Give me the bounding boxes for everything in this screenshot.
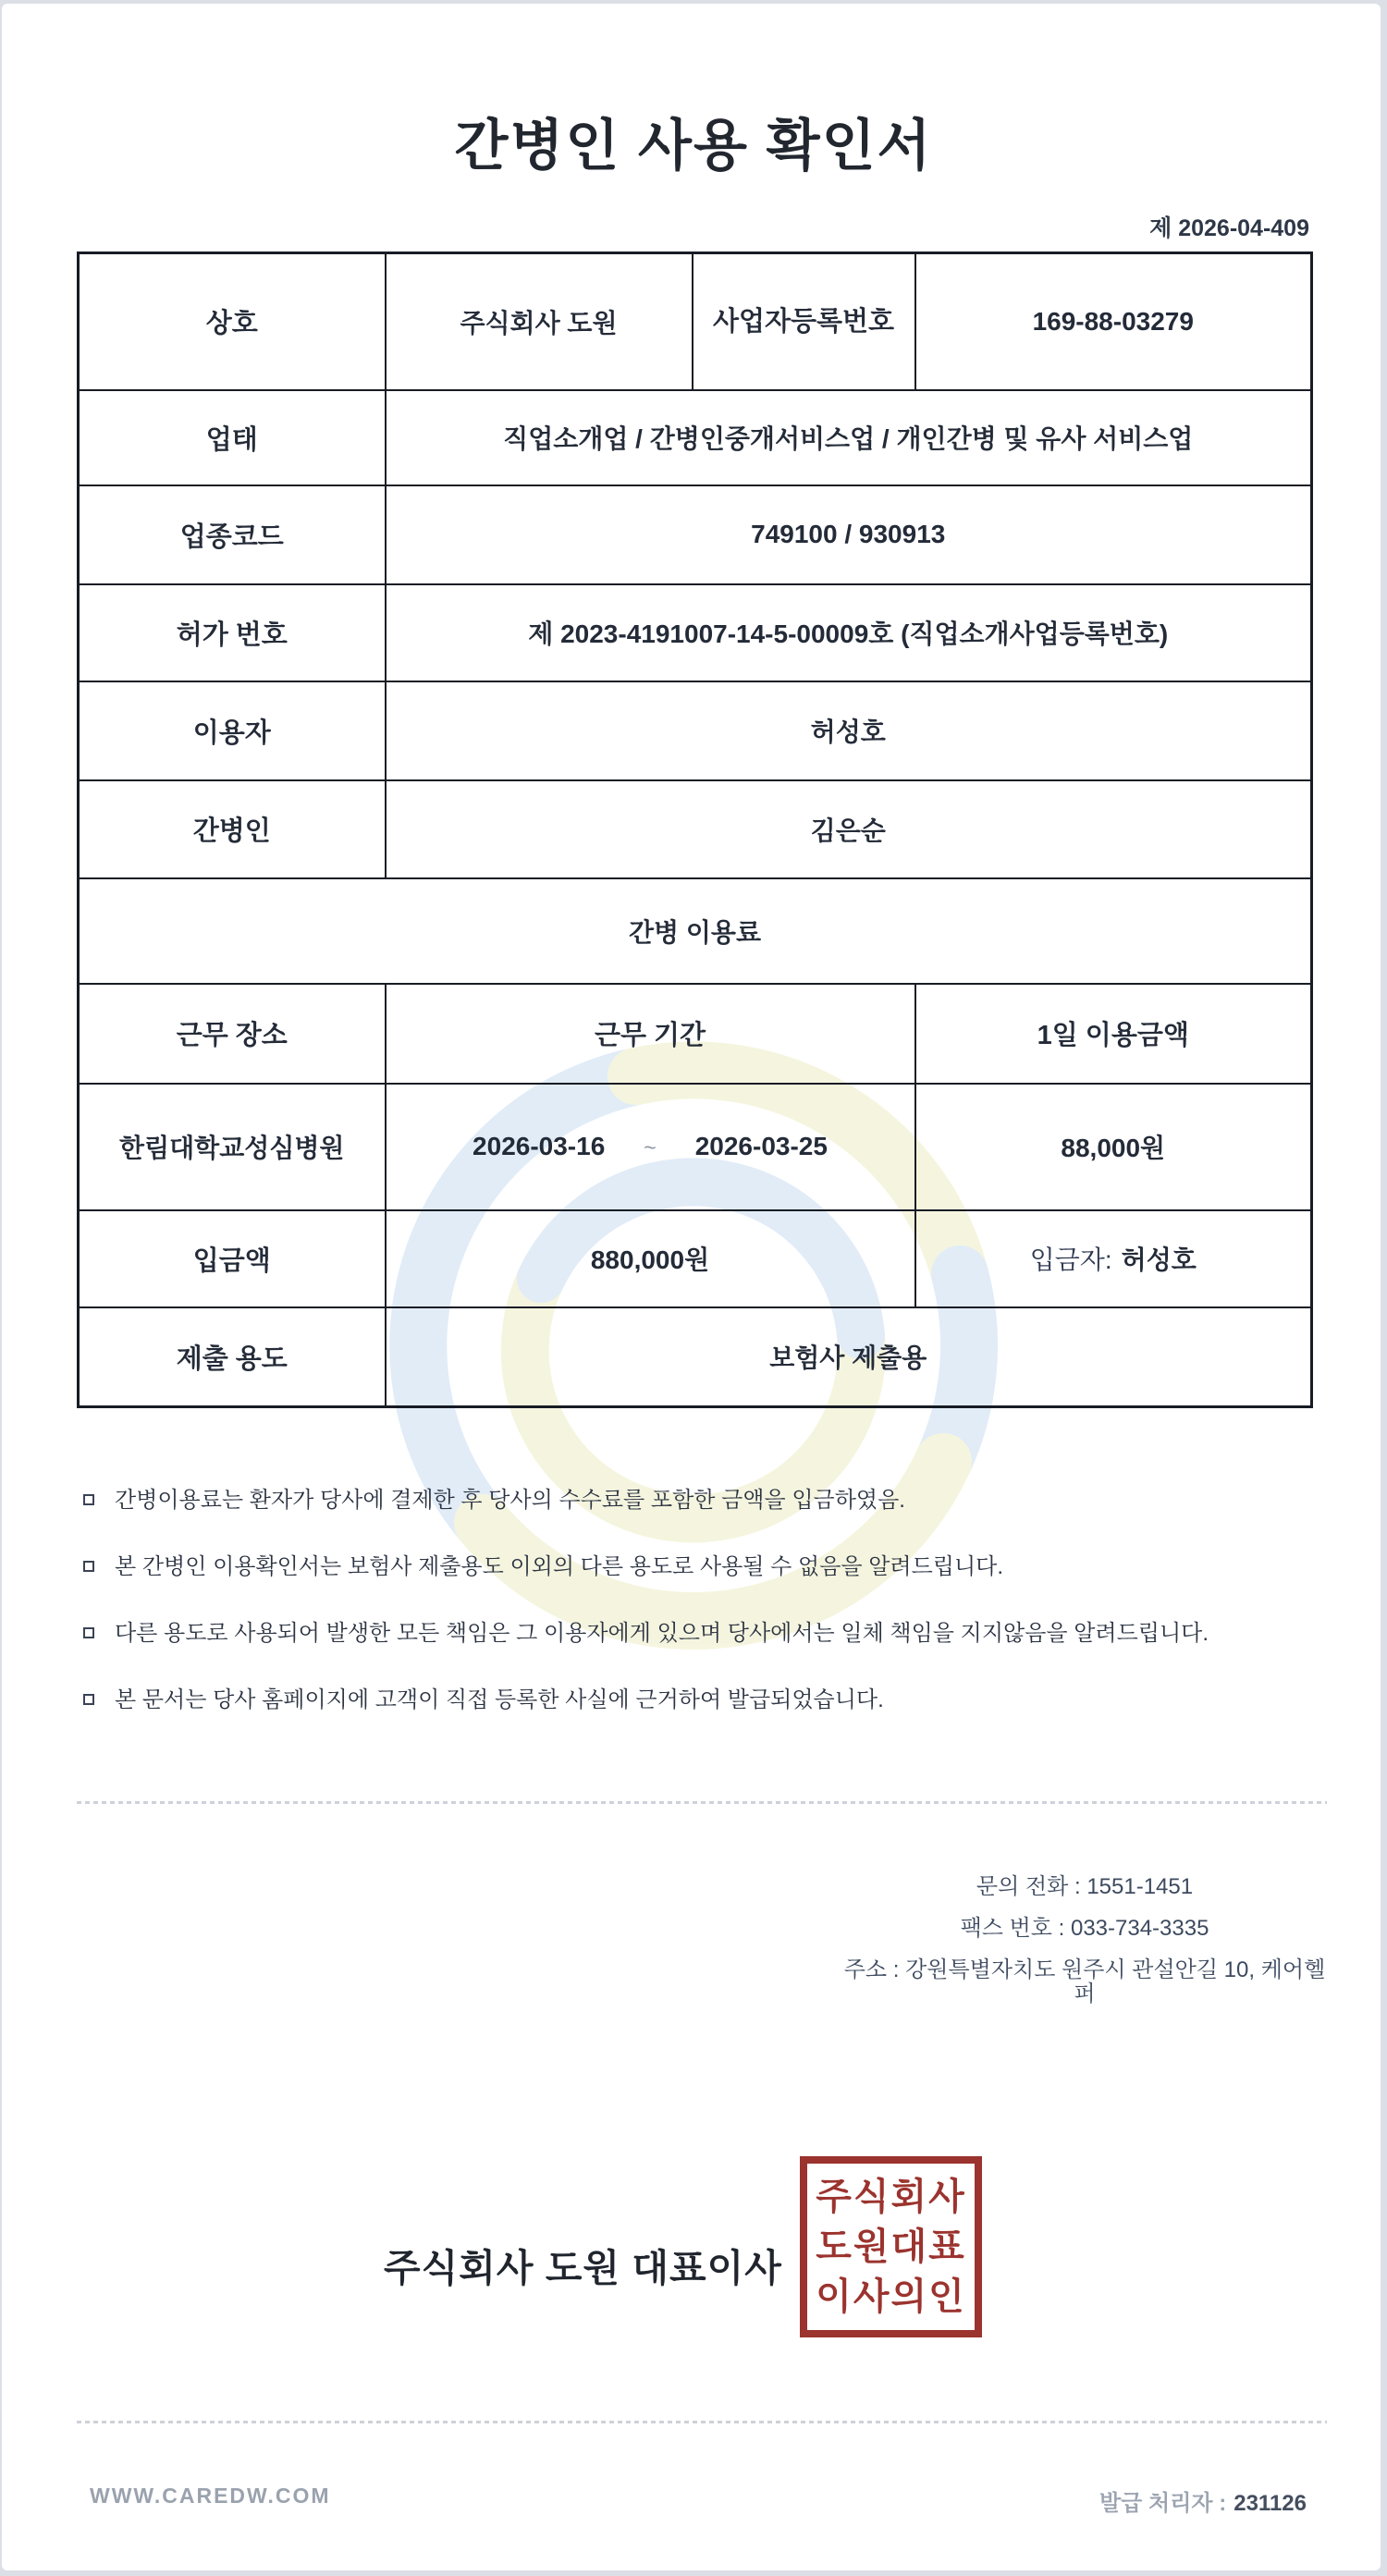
- work-period-header: 근무 기간: [386, 984, 915, 1084]
- page-title: 간병인 사용 확인서: [454, 115, 933, 177]
- note-text: 간병이용료는 환자가 당사에 결제한 후 당사의 수수료를 포함한 금액을 입금하였음.: [115, 1488, 905, 1513]
- period-start: 2026-03-16: [473, 1132, 606, 1160]
- footer-website: WWW.CAREDW.COM: [90, 2484, 331, 2508]
- work-place-value: 한림대학교성심병원: [79, 1084, 386, 1210]
- deposit-value: 880,000원: [386, 1210, 915, 1307]
- stamp-row: 도원대표: [816, 2226, 966, 2267]
- contact-block: [835, 1875, 1334, 2024]
- company-value: 주식회사 도원: [386, 253, 693, 390]
- table-row-deposit: [79, 1210, 1312, 1307]
- depositor-value: 허성호: [1121, 1245, 1197, 1274]
- square-bullet-icon: [83, 1561, 94, 1572]
- table-row-industry-code: [79, 485, 1312, 584]
- note-item: [83, 1621, 1322, 1646]
- square-bullet-icon: [83, 1627, 94, 1638]
- contact-fax: 팩스 번호 : 033-734-3335: [960, 1916, 1209, 1941]
- stamp-row: 이사의인: [816, 2276, 966, 2317]
- confirmation-table: [77, 251, 1313, 1408]
- table-row-user: [79, 681, 1312, 780]
- depositor-cell: [915, 1210, 1312, 1307]
- table-row-license: [79, 584, 1312, 681]
- period-separator: ~: [644, 1135, 657, 1159]
- table-row-fee-section: [79, 878, 1312, 984]
- contact-address: 주소 : 강원특별자치도 원주시 관설안길 10, 케어헬퍼: [843, 1957, 1326, 2006]
- caregiver-value: 김은순: [386, 780, 1312, 878]
- table-row-company: [79, 253, 1312, 390]
- industry-code-value: 749100 / 930913: [386, 485, 1312, 584]
- table-row-purpose: [79, 1307, 1312, 1407]
- user-label: 이용자: [79, 681, 386, 780]
- square-bullet-icon: [83, 1494, 94, 1505]
- issuer-label: 발급 처리자 :: [1099, 2491, 1227, 2516]
- table-row-caregiver: [79, 780, 1312, 878]
- note-item: [83, 1488, 1322, 1513]
- square-bullet-icon: [83, 1694, 94, 1705]
- industry-code-label: 업종코드: [79, 485, 386, 584]
- issuer-value: 231126: [1234, 2491, 1307, 2516]
- ceo-signature-text: 주식회사 도원 대표이사: [384, 2247, 782, 2289]
- company-label: 상호: [79, 253, 386, 390]
- note-text: 다른 용도로 사용되어 발생한 모든 책임은 그 이용자에게 있으며 당사에서는 일체 책임을 지지않음을 알려드립니다.: [115, 1621, 1209, 1646]
- work-period-value: [386, 1084, 915, 1210]
- license-label: 허가 번호: [79, 584, 386, 681]
- table-row-fee-data: [79, 1084, 1312, 1210]
- work-place-header: 근무 장소: [79, 984, 386, 1084]
- user-value: 허성호: [386, 681, 1312, 780]
- corporate-seal-stamp: [800, 2156, 982, 2337]
- notes-list: [83, 1488, 1322, 1754]
- depositor-label: 입금자:: [1029, 1245, 1112, 1274]
- fee-section-title: 간병 이용료: [79, 878, 1312, 984]
- table-row-biz-type: [79, 390, 1312, 485]
- table-row-fee-header: [79, 984, 1312, 1084]
- biz-reg-label: 사업자등록번호: [693, 253, 915, 390]
- footer-issuer: [1099, 2484, 1307, 2517]
- biz-type-label: 업태: [79, 390, 386, 485]
- purpose-label: 제출 용도: [79, 1307, 386, 1407]
- dotted-divider-top: [77, 1801, 1327, 1804]
- note-text: 본 문서는 당사 홈페이지에 고객이 직접 등록한 사실에 근거하여 발급되었습니다.: [115, 1687, 884, 1712]
- biz-type-value: 직업소개업 / 간병인중개서비스업 / 개인간병 및 유사 서비스업: [386, 390, 1312, 485]
- note-text: 본 간병인 이용확인서는 보험사 제출용도 이외의 다른 용도로 사용될 수 없음을 알려드립니다.: [115, 1554, 1004, 1579]
- period-end: 2026-03-25: [694, 1132, 828, 1160]
- note-item: [83, 1554, 1322, 1579]
- daily-fee-header: 1일 이용금액: [915, 984, 1312, 1084]
- dotted-divider-bottom: [77, 2421, 1327, 2423]
- daily-fee-value: 88,000원: [915, 1084, 1312, 1210]
- deposit-label: 입금액: [79, 1210, 386, 1307]
- stamp-row: 주식회사: [816, 2177, 966, 2217]
- contact-phone: 문의 전화 : 1551-1451: [976, 1874, 1194, 1899]
- biz-reg-value: 169-88-03279: [915, 253, 1312, 390]
- note-item: [83, 1687, 1322, 1712]
- caregiver-label: 간병인: [79, 780, 386, 878]
- purpose-value: 보험사 제출용: [386, 1307, 1312, 1407]
- license-value: 제 2023-4191007-14-5-00009호 (직업소개사업등록번호): [386, 584, 1312, 681]
- document-number: 제 2026-04-409: [1149, 215, 1309, 241]
